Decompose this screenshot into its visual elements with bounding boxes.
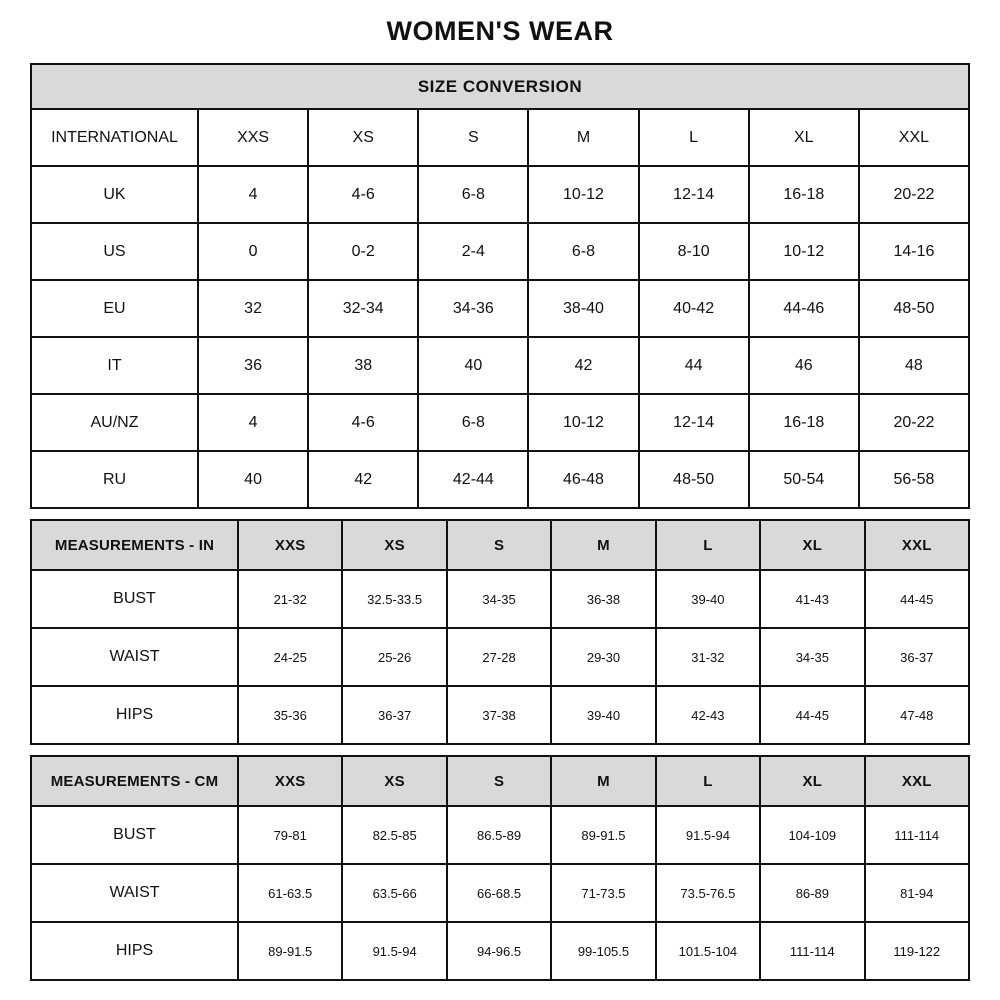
- measurements-cm-title: MEASUREMENTS - CM: [31, 756, 238, 806]
- measurement-label: WAIST: [31, 864, 238, 922]
- size-value-cell: 10-12: [749, 223, 859, 280]
- measurement-label: BUST: [31, 570, 238, 628]
- measurement-value-cell: 34-35: [447, 570, 551, 628]
- size-header-cell: XL: [760, 756, 864, 806]
- measurement-value-cell: 94-96.5: [447, 922, 551, 980]
- measurement-value-cell: 66-68.5: [447, 864, 551, 922]
- measurements-cm-row: [31, 806, 969, 864]
- size-value-cell: XS: [308, 109, 418, 166]
- size-conversion-row: [31, 337, 969, 394]
- size-header-cell: XXS: [238, 520, 342, 570]
- measurements-in-header-row: [31, 520, 969, 570]
- measurement-value-cell: 36-37: [865, 628, 969, 686]
- size-header-cell: XXL: [865, 756, 969, 806]
- region-label: EU: [31, 280, 198, 337]
- size-value-cell: 40: [418, 337, 528, 394]
- size-value-cell: 10-12: [528, 166, 638, 223]
- measurement-value-cell: 91.5-94: [342, 922, 446, 980]
- size-header-cell: S: [447, 756, 551, 806]
- measurement-value-cell: 111-114: [760, 922, 864, 980]
- size-value-cell: 14-16: [859, 223, 969, 280]
- size-header-cell: XS: [342, 520, 446, 570]
- measurement-value-cell: 37-38: [447, 686, 551, 744]
- size-value-cell: 0-2: [308, 223, 418, 280]
- size-value-cell: 6-8: [418, 166, 528, 223]
- size-value-cell: 0: [198, 223, 308, 280]
- size-conversion-table: [30, 63, 970, 509]
- measurement-value-cell: 79-81: [238, 806, 342, 864]
- measurement-value-cell: 101.5-104: [656, 922, 760, 980]
- size-value-cell: 42-44: [418, 451, 528, 508]
- measurements-cm-table: [30, 755, 970, 981]
- measurement-value-cell: 34-35: [760, 628, 864, 686]
- measurement-value-cell: 44-45: [760, 686, 864, 744]
- size-value-cell: 12-14: [639, 166, 749, 223]
- size-value-cell: 42: [308, 451, 418, 508]
- measurement-value-cell: 35-36: [238, 686, 342, 744]
- measurement-value-cell: 63.5-66: [342, 864, 446, 922]
- size-value-cell: 40: [198, 451, 308, 508]
- measurement-label: WAIST: [31, 628, 238, 686]
- size-value-cell: M: [528, 109, 638, 166]
- region-label: IT: [31, 337, 198, 394]
- measurement-value-cell: 86.5-89: [447, 806, 551, 864]
- measurement-value-cell: 29-30: [551, 628, 655, 686]
- size-conversion-row: [31, 451, 969, 508]
- measurements-in-title: MEASUREMENTS - IN: [31, 520, 238, 570]
- size-value-cell: 8-10: [639, 223, 749, 280]
- size-value-cell: 46: [749, 337, 859, 394]
- size-value-cell: 34-36: [418, 280, 528, 337]
- size-value-cell: 56-58: [859, 451, 969, 508]
- region-label: US: [31, 223, 198, 280]
- measurement-label: HIPS: [31, 922, 238, 980]
- size-value-cell: L: [639, 109, 749, 166]
- measurement-value-cell: 99-105.5: [551, 922, 655, 980]
- size-value-cell: 20-22: [859, 394, 969, 451]
- size-value-cell: 40-42: [639, 280, 749, 337]
- region-label: UK: [31, 166, 198, 223]
- measurements-cm-header-row: [31, 756, 969, 806]
- measurement-value-cell: 24-25: [238, 628, 342, 686]
- measurement-label: BUST: [31, 806, 238, 864]
- measurement-value-cell: 73.5-76.5: [656, 864, 760, 922]
- size-value-cell: 6-8: [418, 394, 528, 451]
- size-conversion-header: SIZE CONVERSION: [31, 64, 969, 109]
- size-header-cell: XL: [760, 520, 864, 570]
- size-conversion-header-row: [31, 64, 969, 109]
- size-value-cell: 4: [198, 394, 308, 451]
- measurements-in-row: [31, 686, 969, 744]
- size-conversion-row: [31, 223, 969, 280]
- size-header-cell: M: [551, 756, 655, 806]
- region-label: INTERNATIONAL: [31, 109, 198, 166]
- measurement-value-cell: 36-38: [551, 570, 655, 628]
- page-title: WOMEN'S WEAR: [386, 16, 614, 46]
- measurement-value-cell: 39-40: [656, 570, 760, 628]
- measurement-value-cell: 86-89: [760, 864, 864, 922]
- size-value-cell: 32: [198, 280, 308, 337]
- size-value-cell: 42: [528, 337, 638, 394]
- measurement-value-cell: 44-45: [865, 570, 969, 628]
- size-value-cell: 2-4: [418, 223, 528, 280]
- measurement-value-cell: 89-91.5: [238, 922, 342, 980]
- measurements-cm-row: [31, 864, 969, 922]
- size-guide-page: [30, 16, 970, 981]
- size-header-cell: M: [551, 520, 655, 570]
- size-header-cell: L: [656, 520, 760, 570]
- size-value-cell: 38: [308, 337, 418, 394]
- size-value-cell: 20-22: [859, 166, 969, 223]
- measurement-value-cell: 31-32: [656, 628, 760, 686]
- size-value-cell: 10-12: [528, 394, 638, 451]
- size-value-cell: 48-50: [859, 280, 969, 337]
- size-value-cell: 16-18: [749, 166, 859, 223]
- measurement-value-cell: 91.5-94: [656, 806, 760, 864]
- size-header-cell: S: [447, 520, 551, 570]
- measurement-value-cell: 36-37: [342, 686, 446, 744]
- size-value-cell: 12-14: [639, 394, 749, 451]
- size-value-cell: 6-8: [528, 223, 638, 280]
- size-conversion-row: [31, 394, 969, 451]
- size-value-cell: 38-40: [528, 280, 638, 337]
- size-header-cell: XS: [342, 756, 446, 806]
- size-value-cell: 48-50: [639, 451, 749, 508]
- measurements-cm-body: [31, 806, 969, 980]
- size-value-cell: S: [418, 109, 528, 166]
- size-value-cell: 36: [198, 337, 308, 394]
- measurement-value-cell: 27-28: [447, 628, 551, 686]
- size-value-cell: 46-48: [528, 451, 638, 508]
- measurement-value-cell: 25-26: [342, 628, 446, 686]
- size-value-cell: 44-46: [749, 280, 859, 337]
- measurements-in-table: [30, 519, 970, 745]
- region-label: AU/NZ: [31, 394, 198, 451]
- size-value-cell: 32-34: [308, 280, 418, 337]
- size-value-cell: 4: [198, 166, 308, 223]
- size-conversion-row: [31, 166, 969, 223]
- size-value-cell: XXS: [198, 109, 308, 166]
- size-header-cell: XXS: [238, 756, 342, 806]
- measurement-value-cell: 81-94: [865, 864, 969, 922]
- measurement-value-cell: 61-63.5: [238, 864, 342, 922]
- measurement-value-cell: 119-122: [865, 922, 969, 980]
- measurement-value-cell: 104-109: [760, 806, 864, 864]
- measurement-value-cell: 89-91.5: [551, 806, 655, 864]
- measurement-value-cell: 82.5-85: [342, 806, 446, 864]
- measurement-value-cell: 71-73.5: [551, 864, 655, 922]
- measurement-value-cell: 111-114: [865, 806, 969, 864]
- size-value-cell: XXL: [859, 109, 969, 166]
- size-header-cell: L: [656, 756, 760, 806]
- measurements-in-row: [31, 570, 969, 628]
- measurements-cm-row: [31, 922, 969, 980]
- size-conversion-row: [31, 109, 969, 166]
- size-value-cell: XL: [749, 109, 859, 166]
- measurement-value-cell: 39-40: [551, 686, 655, 744]
- measurements-in-body: [31, 570, 969, 744]
- size-value-cell: 50-54: [749, 451, 859, 508]
- measurement-value-cell: 42-43: [656, 686, 760, 744]
- size-header-cell: XXL: [865, 520, 969, 570]
- size-value-cell: 48: [859, 337, 969, 394]
- measurement-value-cell: 41-43: [760, 570, 864, 628]
- measurement-label: HIPS: [31, 686, 238, 744]
- region-label: RU: [31, 451, 198, 508]
- measurement-value-cell: 32.5-33.5: [342, 570, 446, 628]
- size-value-cell: 16-18: [749, 394, 859, 451]
- measurements-in-row: [31, 628, 969, 686]
- size-conversion-row: [31, 280, 969, 337]
- size-conversion-body: [31, 109, 969, 508]
- size-value-cell: 4-6: [308, 394, 418, 451]
- measurement-value-cell: 21-32: [238, 570, 342, 628]
- measurement-value-cell: 47-48: [865, 686, 969, 744]
- size-value-cell: 44: [639, 337, 749, 394]
- size-value-cell: 4-6: [308, 166, 418, 223]
